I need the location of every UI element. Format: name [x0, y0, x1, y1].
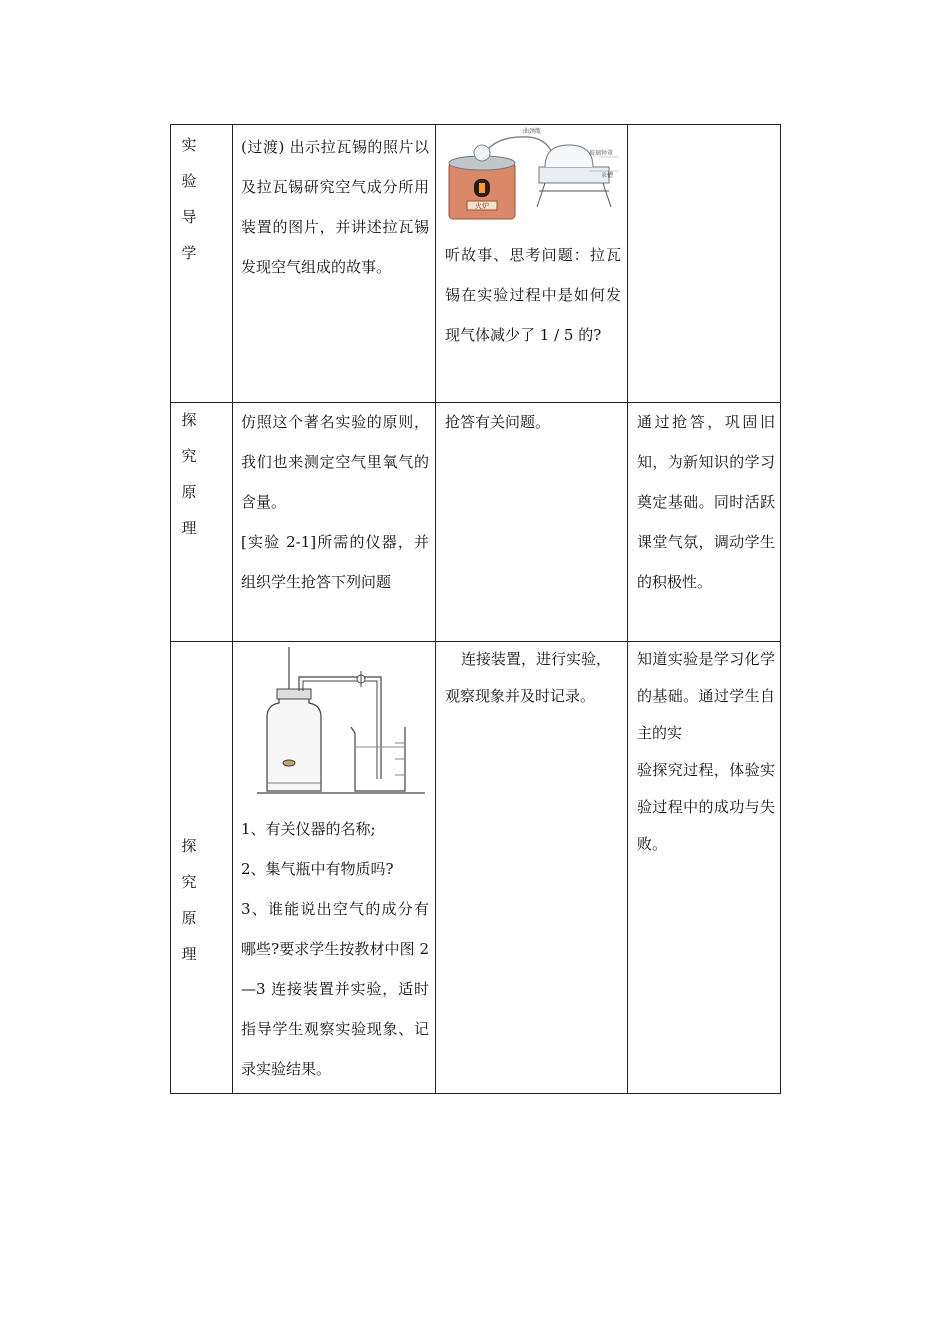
- row3-student-activity: 连接装置，进行实验， 观察现象并及时记录。: [445, 650, 612, 705]
- row3-section-label: 探 究 原 理: [181, 837, 197, 963]
- column-divider: [627, 125, 628, 1093]
- svg-text:曲颈甑: 曲颈甑: [523, 128, 542, 135]
- row3-design-intent: 知道实验是学习化学的基础。通过学生自主的实 验探究过程，体验实验过程中的成功与失败。: [637, 650, 775, 853]
- svg-text:火炉: 火炉: [475, 202, 489, 210]
- svg-text:玻璃钟罩: 玻璃钟罩: [589, 150, 614, 157]
- row1-section-label: 实 验 导 学: [181, 136, 197, 262]
- apparatus-illustration: [255, 647, 427, 797]
- lesson-plan-table: [170, 124, 781, 1094]
- svg-text:汞槽: 汞槽: [601, 172, 614, 179]
- apparatus-illustration: [439, 127, 624, 227]
- row2-teacher-activity: 仿照这个著名实验的原则，我们也来测定空气里氧气的含量。 [实验 2-1]所需的仪器，并组织学生抢答下列问题: [241, 413, 429, 591]
- row1-student-activity: 听故事、思考问题：拉瓦锡在实验过程中是如何发现气体减少了 1 / 5 的?: [445, 246, 621, 344]
- column-divider: [232, 125, 233, 1093]
- row2-student-activity: 抢答有关问题。: [445, 413, 551, 431]
- lavoisier-apparatus-figure: [439, 127, 624, 227]
- column-divider: [435, 125, 436, 1093]
- row2-design-intent: 通过抢答，巩固旧知，为新知识的学习奠定基础。同时活跃课堂气氛，调动学生的积极性。: [637, 413, 775, 591]
- row1-teacher-activity: (过渡) 出示拉瓦锡的照片以及拉瓦锡研究空气成分所用装置的图片，并讲述拉瓦锡发现空气组成的故事。: [241, 138, 429, 276]
- oxygen-measurement-apparatus-figure: [255, 647, 427, 797]
- row3-teacher-activity: 1、有关仪器的名称; 2、集气瓶中有物质吗? 3、谁能说出空气的成分有哪些?要求学生按教材中图 2—3 连接装置并实验，适时指导学生观察实验现象、记录实验结果。: [241, 820, 429, 1078]
- row2-section-label: 探 究 原 理: [181, 411, 197, 537]
